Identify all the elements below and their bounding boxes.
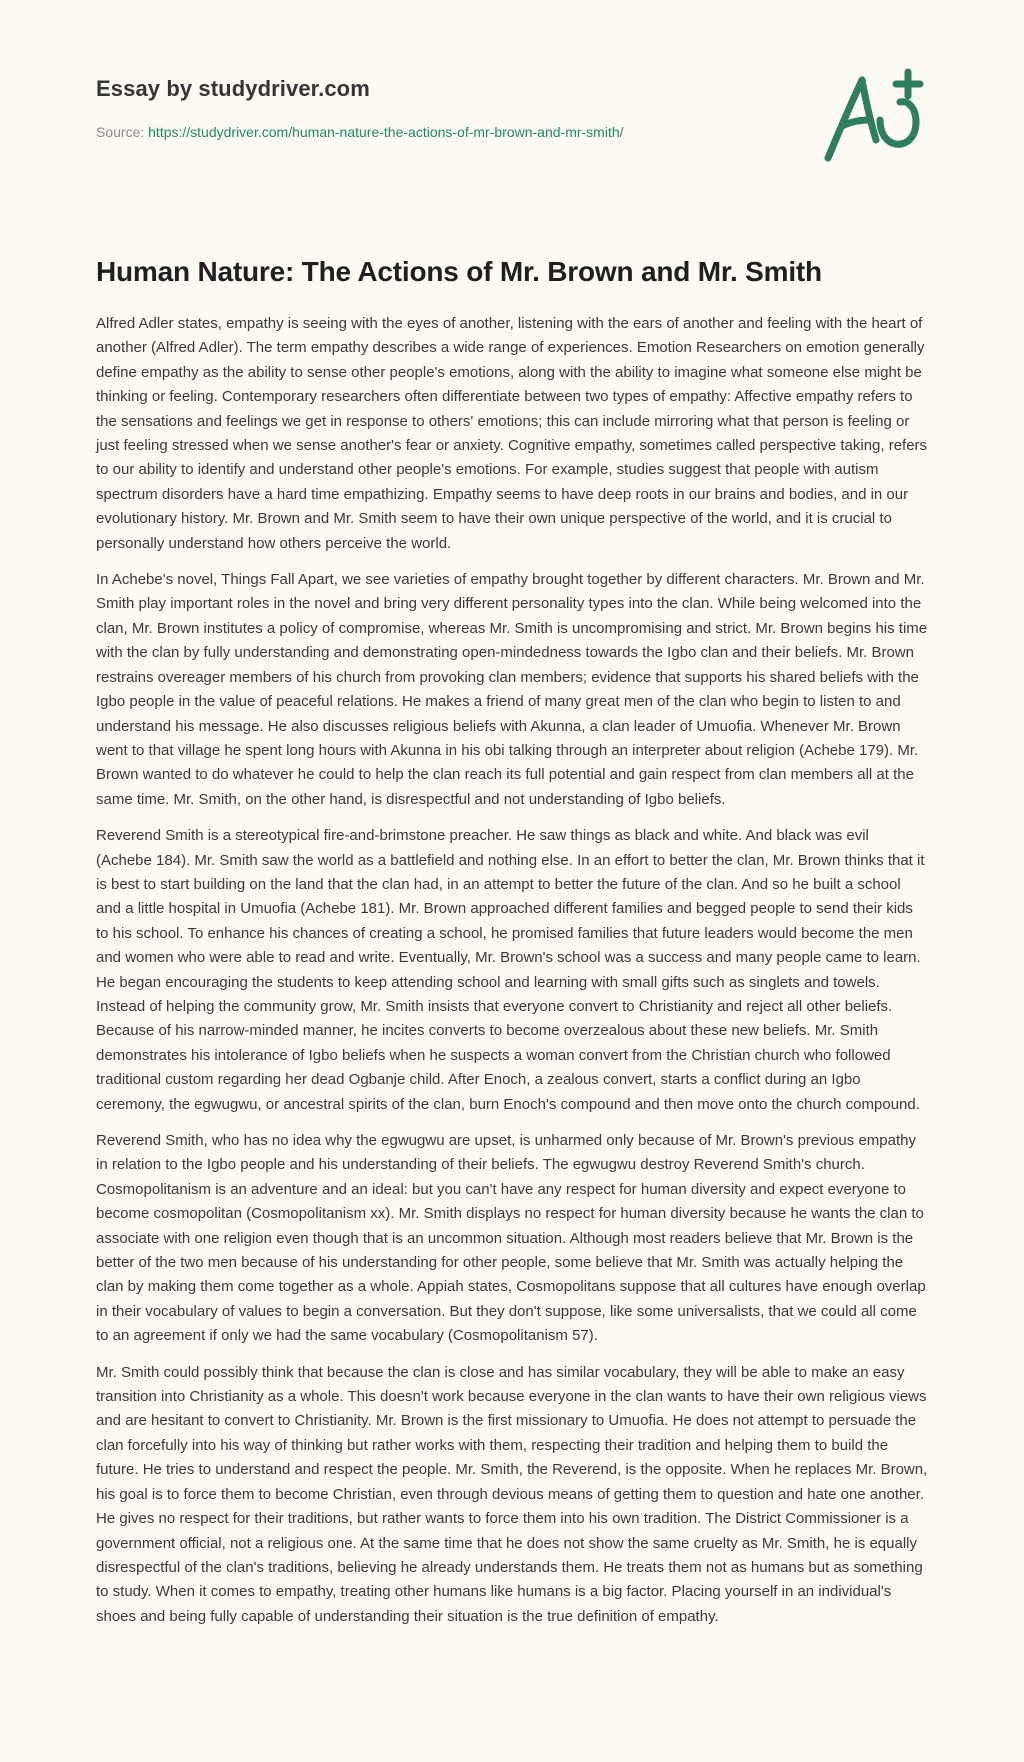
source-link[interactable]: https://studydriver.com/human-nature-the-actions-of-mr-brown-and-mr-smith/ bbox=[148, 124, 624, 140]
source-line bbox=[96, 124, 624, 140]
a-plus-logo bbox=[820, 66, 930, 166]
essay-title: Human Nature: The Actions of Mr. Brown and Mr. Smith bbox=[96, 256, 822, 287]
essay-paragraph-4: Reverend Smith, who has no idea why the egwugwu are upset, is unharmed only because of Mr. Brown's previous empathy in relation to the Igbo people and his understanding of their beliefs. The egwugwu destroy Reverend Smith's church. Cosmopolitanism is an adventure and an ideal: but you can't have any respect for human diversity and expect everyone to become cosmopolitan (Cosmopolitanism xx). Mr. Smith displays no respect for human diversity because he wants the clan to associate with one religion even though that is an uncommon situation. Although most readers believe that Mr. Brown is the better of the two men because of his understanding for other people, some believe that Mr. Smith was actually helping the clan by making them come together as a whole. Appiah states, Cosmopolitans suppose that all cultures have enough overlap in their vocabulary of values to begin a conversation. But they don't suppose, like some universalists, that we could all come to an agreement if only we had the same vocabulary (Cosmopolitanism 57). bbox=[96, 1132, 926, 1345]
source-label: Source: bbox=[96, 124, 145, 140]
essay-paragraph-3: Reverend Smith is a stereotypical fire-and-brimstone preacher. He saw things as black and white. And black was evil (Achebe 184). Mr. Smith saw the world as a battlefield and nothing else. In an effort to better the clan, Mr. Brown thinks that it is best to start building on the land that the clan had, in an attempt to better the future of the clan. And so he built a school and a little hospital in Umuofia (Achebe 181). Mr. Brown approached different families and begged people to send their kids to his school. To enhance his chances of creating a school, he promised families that future leaders would become the men and women who were able to read and write. Eventually, Mr. Brown's school was a success and many people came to learn. He began encouraging the students to keep attending school and learning with small gifts such as singlets and towels. Instead of helping the community grow, Mr. Smith insists that everyone convert to Christianity and reject all other beliefs. Because of his narrow-minded manner, he incites converts to become overzealous about these new beliefs. Mr. Smith demonstrates his intolerance of Igbo beliefs when he suspects a woman convert from the Christian church who followed traditional custom regarding her dead Ogbanje child. After Enoch, a zealous convert, starts a conflict during an Igbo ceremony, the egwugwu, or ancestral spirits of the clan, burn Enoch's compound and then move onto the church compound. bbox=[96, 827, 925, 1113]
essay-paragraph-2: In Achebe's novel, Things Fall Apart, we see varieties of empathy brought together by different characters. Mr. Brown and Mr. Smith play important roles in the novel and bring very different personality types into the clan. While being welcomed into the clan, Mr. Brown institutes a policy of compromise, whereas Mr. Smith is uncompromising and strict. Mr. Brown begins his time with the clan by fully understanding and demonstrating open-mindedness towards the Igbo clan and their beliefs. Mr. Brown restrains overeager members of his church from provoking clan members; evidence that supports his shared beliefs with the Igbo people in the value of peaceful relations. He makes a friend of many great men of the clan who begin to listen to and understand his message. He also discusses religious beliefs with Akunna, a clan leader of Umuofia. Whenever Mr. Brown went to that village he spent long hours with Akunna in his obi talking through an interpreter about religion (Achebe 179). Mr. Brown wanted to do whatever he could to help the clan reach its full potential and gain respect from clan members all at the same time. Mr. Smith, on the other hand, is disrespectful and not understanding of Igbo beliefs. bbox=[96, 571, 928, 808]
essay-paragraph-1: Alfred Adler states, empathy is seeing with the eyes of another, listening with the ears of another and feeling with the heart of another (Alfred Adler). The term empathy describes a wide range of experiences. Emotion Researchers on emotion generally define empathy as the ability to sense other people's emotions, along with the ability to imagine what someone else might be thinking or feeling. Contemporary researchers often differentiate between two types of empathy: Affective empathy refers to the sensations and feelings we get in response to others' emotions; this can include mirroring what that person is feeling or just feeling stressed when we sense another's fear or anxiety. Cognitive empathy, sometimes called perspective taking, refers to our ability to identify and understand other people's emotions. For example, studies suggest that people with autism spectrum disorders have a hard time empathizing. Empathy seems to have deep roots in our brains and bodies, and in our evolutionary history. Mr. Brown and Mr. Smith seem to have their own unique perspective of the world, and it is crucial to personally understand how others perceive the world. bbox=[96, 315, 928, 552]
site-title: Essay by studydriver.com bbox=[96, 76, 370, 101]
essay bbox=[96, 254, 928, 1641]
page-header bbox=[0, 0, 1024, 200]
essay-paragraph-5: Mr. Smith could possibly think that because the clan is close and has similar vocabulary, they will be able to make an easy transition into Christianity as a whole. This doesn't work because everyone in the clan wants to have their own religious views and are hesitant to convert to Christianity. Mr. Brown is the first missionary to Umuofia. He does not attempt to persuade the clan forcefully into his way of thinking but rather works with them, respecting their tradition and helping them to build the future. He tries to understand and respect the people. Mr. Smith, the Reverend, is the opposite. When he replaces Mr. Brown, his goal is to force them to become Christian, even through devious means of getting them to question and hate one another. He gives no respect for their traditions, but rather wants to force them into his own tradition. The District Commissioner is a government official, not a religious one. At the same time that he does not show the same cruelty as Mr. Smith, he is equally disrespectful of the clan's traditions, believing he already understands them. He treats them not as humans but as something to study. When it comes to empathy, treating other humans like humans is a big factor. Placing yourself in an individual's shoes and being fully capable of understanding their situation is the true definition of empathy. bbox=[96, 1363, 928, 1625]
